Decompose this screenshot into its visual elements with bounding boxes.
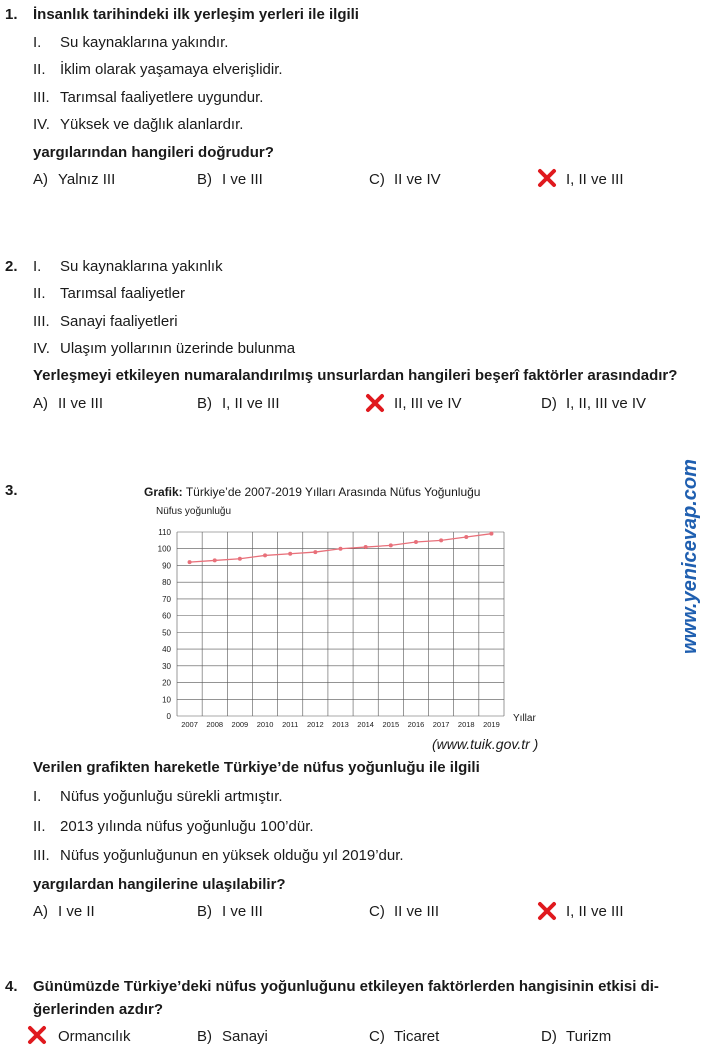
- x-tick-label: 2008: [206, 720, 224, 729]
- chart-svg: [140, 480, 560, 730]
- option-a[interactable]: A) II ve III: [33, 395, 104, 412]
- y-tick-label: 20: [162, 678, 171, 688]
- data-point: [489, 532, 493, 536]
- x-tick-label: 2014: [357, 720, 374, 729]
- answer-cross-icon: [365, 393, 385, 413]
- x-tick-label: 2007: [181, 720, 198, 729]
- statement-3: III. Tarımsal faaliyetlere uygundur.: [33, 89, 264, 106]
- option-d[interactable]: I, II ve III: [566, 171, 624, 188]
- data-point: [464, 535, 468, 539]
- option-c[interactable]: C) Ticaret: [369, 1028, 440, 1045]
- x-tick-label: 2018: [457, 720, 475, 729]
- x-tick-label: 2011: [282, 720, 299, 729]
- option-b[interactable]: B) I, II ve III: [197, 395, 280, 412]
- data-point: [339, 547, 343, 551]
- x-tick-label: 2012: [307, 720, 324, 729]
- option-b[interactable]: B) Sanayi: [197, 1028, 268, 1045]
- statement-4: IV. Ulaşım yollarının üzerinde bulunma: [33, 340, 296, 357]
- y-axis-label: Nüfus yoğunluğu: [156, 506, 232, 517]
- x-tick-label: 2010: [256, 720, 274, 729]
- data-point: [364, 545, 368, 549]
- watermark: [668, 432, 703, 657]
- question-stem: İnsanlık tarihindeki ilk yerleşim yerleri ile ilgili: [33, 6, 359, 23]
- option-b[interactable]: B) I ve III: [197, 171, 263, 188]
- question-prompt: yargılardan hangilerine ulaşılabilir?: [33, 876, 286, 893]
- y-tick-label: 90: [162, 561, 171, 571]
- x-tick-label: 2013: [332, 720, 349, 729]
- data-point: [414, 540, 418, 544]
- data-point: [188, 560, 192, 564]
- statement-1: I. Su kaynaklarına yakınlık: [33, 258, 223, 275]
- y-tick-label: 70: [162, 594, 171, 604]
- x-tick-label: 2017: [432, 720, 450, 729]
- x-tick-label: 2015: [382, 720, 400, 729]
- option-a[interactable]: A) I ve II: [33, 903, 95, 920]
- answer-cross-icon: [537, 901, 557, 921]
- y-tick-label: 80: [162, 578, 171, 588]
- y-tick-label: 30: [162, 661, 171, 671]
- answer-cross-icon: [27, 1025, 47, 1045]
- option-d[interactable]: I, II ve III: [566, 903, 624, 920]
- y-tick-label: 60: [162, 611, 171, 621]
- statement-3: III. Sanayi faaliyetleri: [33, 313, 178, 330]
- x-tick-label: 2009: [231, 720, 249, 729]
- question-number: 1.: [5, 6, 18, 23]
- option-c[interactable]: II, III ve IV: [394, 395, 462, 412]
- question-prompt: Yerleşmeyi etkileyen numaralandırılmış unsurlardan hangileri beşerî faktörler arasındadır?: [33, 367, 678, 384]
- data-point: [288, 552, 292, 556]
- y-tick-label: 110: [158, 528, 171, 537]
- question-number: 3.: [5, 482, 18, 499]
- option-a[interactable]: Ormancılık: [58, 1028, 131, 1045]
- option-d[interactable]: D) I, II, III ve IV: [541, 395, 647, 412]
- data-point: [213, 558, 217, 562]
- statement-2: II. İklim olarak yaşamaya elverişlidir.: [33, 61, 283, 78]
- statement-2: II. Tarımsal faaliyetler: [33, 285, 186, 302]
- population-density-chart: [140, 480, 560, 730]
- option-a[interactable]: A) Yalnız III: [33, 171, 116, 188]
- data-point: [389, 543, 393, 547]
- statement-3: III. Nüfus yoğunluğunun en yüksek olduğu yıl 2019’dur.: [33, 847, 404, 864]
- question-stem: Verilen grafikten hareketle Türkiye’de nüfus yoğunluğu ile ilgili: [33, 759, 480, 776]
- data-point: [313, 550, 317, 554]
- data-point: [439, 538, 443, 542]
- data-point: [238, 557, 242, 561]
- question-prompt: yargılarından hangileri doğrudur?: [33, 144, 274, 161]
- source-citation: (www.tuik.gov.tr ): [432, 736, 539, 752]
- question-number: 2.: [5, 258, 18, 275]
- statement-4: IV. Yüksek ve dağlık alanlardır.: [33, 116, 244, 133]
- data-point: [263, 553, 267, 557]
- x-axis-label: Yıllar: [513, 713, 536, 724]
- chart-title: Grafik: Türkiye’de 2007-2019 Yılları Arasında Nüfus Yoğunluğu: [144, 485, 481, 499]
- statement-1: I. Su kaynaklarına yakındır.: [33, 34, 229, 51]
- y-tick-label: 50: [162, 628, 171, 638]
- y-tick-label: 40: [162, 645, 171, 655]
- question-stem-line-1: Günümüzde Türkiye’deki nüfus yoğunluğunu etkileyen faktörlerden hangisinin etkisi di-: [33, 978, 659, 995]
- option-d[interactable]: D) Turizm: [541, 1028, 612, 1045]
- y-tick-label: 0: [166, 712, 171, 721]
- y-tick-label: 100: [157, 544, 171, 554]
- question-stem-line-2: ğerlerinden azdır?: [33, 1001, 164, 1018]
- statement-2: II. 2013 yılında nüfus yoğunluğu 100’dür.: [33, 818, 314, 835]
- question-number: 4.: [5, 978, 18, 995]
- option-b[interactable]: B) I ve III: [197, 903, 263, 920]
- option-c[interactable]: C) II ve III: [369, 903, 440, 920]
- y-tick-label: 10: [162, 695, 171, 705]
- watermark-text: www.yenicevap.com: [679, 459, 701, 654]
- x-tick-label: 2019: [483, 720, 500, 729]
- statement-1: I. Nüfus yoğunluğu sürekli artmıştır.: [33, 788, 283, 805]
- option-c[interactable]: C) II ve IV: [369, 171, 441, 188]
- answer-cross-icon: [537, 168, 557, 188]
- x-tick-label: 2016: [407, 720, 425, 729]
